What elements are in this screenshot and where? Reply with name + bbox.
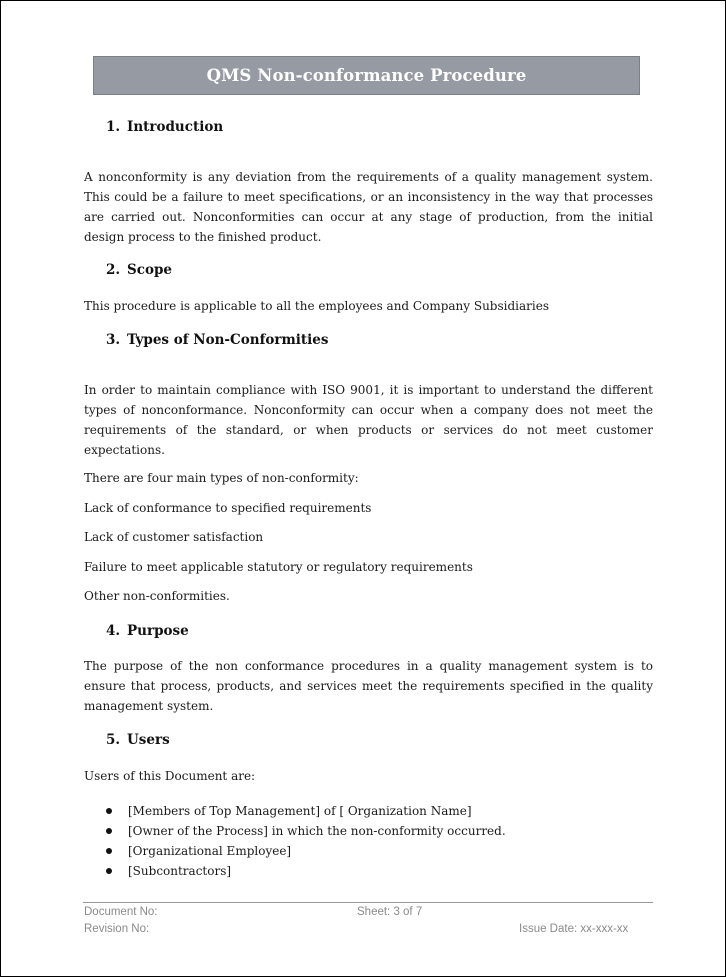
footer-divider — [83, 902, 653, 903]
section-heading-scope — [106, 262, 172, 278]
bullet-icon — [106, 808, 112, 814]
section-number: 5. — [106, 732, 121, 748]
section-heading-types — [106, 332, 328, 348]
bullet-icon — [106, 868, 112, 874]
section-title: Types of Non-Conformities — [127, 332, 329, 348]
section-number: 2. — [106, 262, 121, 278]
types-paragraph: In order to maintain compliance with ISO 9001, it is important to understand the different types of nonconformance. Nonconformity can occur when a company does not meet the requirements of the standard, or when products or services do not meet customer expectations. — [84, 383, 653, 457]
section-heading-users — [106, 732, 170, 748]
users-bullet-list — [105, 801, 506, 881]
list-item — [105, 841, 506, 861]
section-title: Scope — [127, 262, 173, 278]
list-item — [105, 801, 506, 821]
section-number: 3. — [106, 332, 121, 348]
list-item — [105, 861, 506, 881]
bullet-icon — [106, 848, 112, 854]
list-item-text: [Members of Top Management] of [ Organization Name] — [128, 804, 472, 818]
footer-revision-no: Revision No: — [84, 923, 150, 935]
bullet-icon — [106, 828, 112, 834]
type-item: Lack of customer satisfaction — [84, 530, 264, 544]
section-heading-introduction — [106, 119, 223, 135]
list-item-text: [Organizational Employee] — [128, 844, 292, 858]
type-item: Failure to meet applicable statutory or regulatory requirements — [84, 560, 473, 574]
type-item: Other non-conformities. — [84, 589, 230, 603]
footer-sheet: Sheet: 3 of 7 — [357, 906, 423, 918]
section-number: 4. — [106, 623, 121, 639]
users-intro-line: Users of this Document are: — [84, 769, 256, 783]
types-intro-line: There are four main types of non-conformity: — [84, 471, 359, 485]
title-banner — [93, 56, 640, 95]
document-title: QMS Non-conformance Procedure — [206, 66, 527, 85]
section-title: Users — [127, 732, 170, 748]
section-heading-purpose — [106, 623, 189, 639]
section-number: 1. — [106, 119, 121, 135]
list-item — [105, 821, 506, 841]
footer-issue-date: Issue Date: xx-xxx-xx — [519, 923, 629, 935]
scope-paragraph: This procedure is applicable to all the employees and Company Subsidiaries — [84, 299, 549, 313]
section-title: Purpose — [127, 623, 189, 639]
list-item-text: [Owner of the Process] in which the non-conformity occurred. — [128, 824, 506, 838]
footer-document-no: Document No: — [84, 906, 158, 918]
type-item: Lack of conformance to specified requirements — [84, 501, 372, 515]
section-title: Introduction — [127, 119, 224, 135]
introduction-paragraph: A nonconformity is any deviation from the requirements of a quality management system. This could be a failure to meet specifications, or an inconsistency in the way that processes are carried out. Nonconformities can occur at any stage of production, from the initial design process to the finished product. — [84, 170, 653, 244]
list-item-text: [Subcontractors] — [128, 864, 232, 878]
purpose-paragraph: The purpose of the non conformance procedures in a quality management system is to ensure that process, products, and services meet the requirements specified in the quality management system. — [84, 659, 653, 713]
